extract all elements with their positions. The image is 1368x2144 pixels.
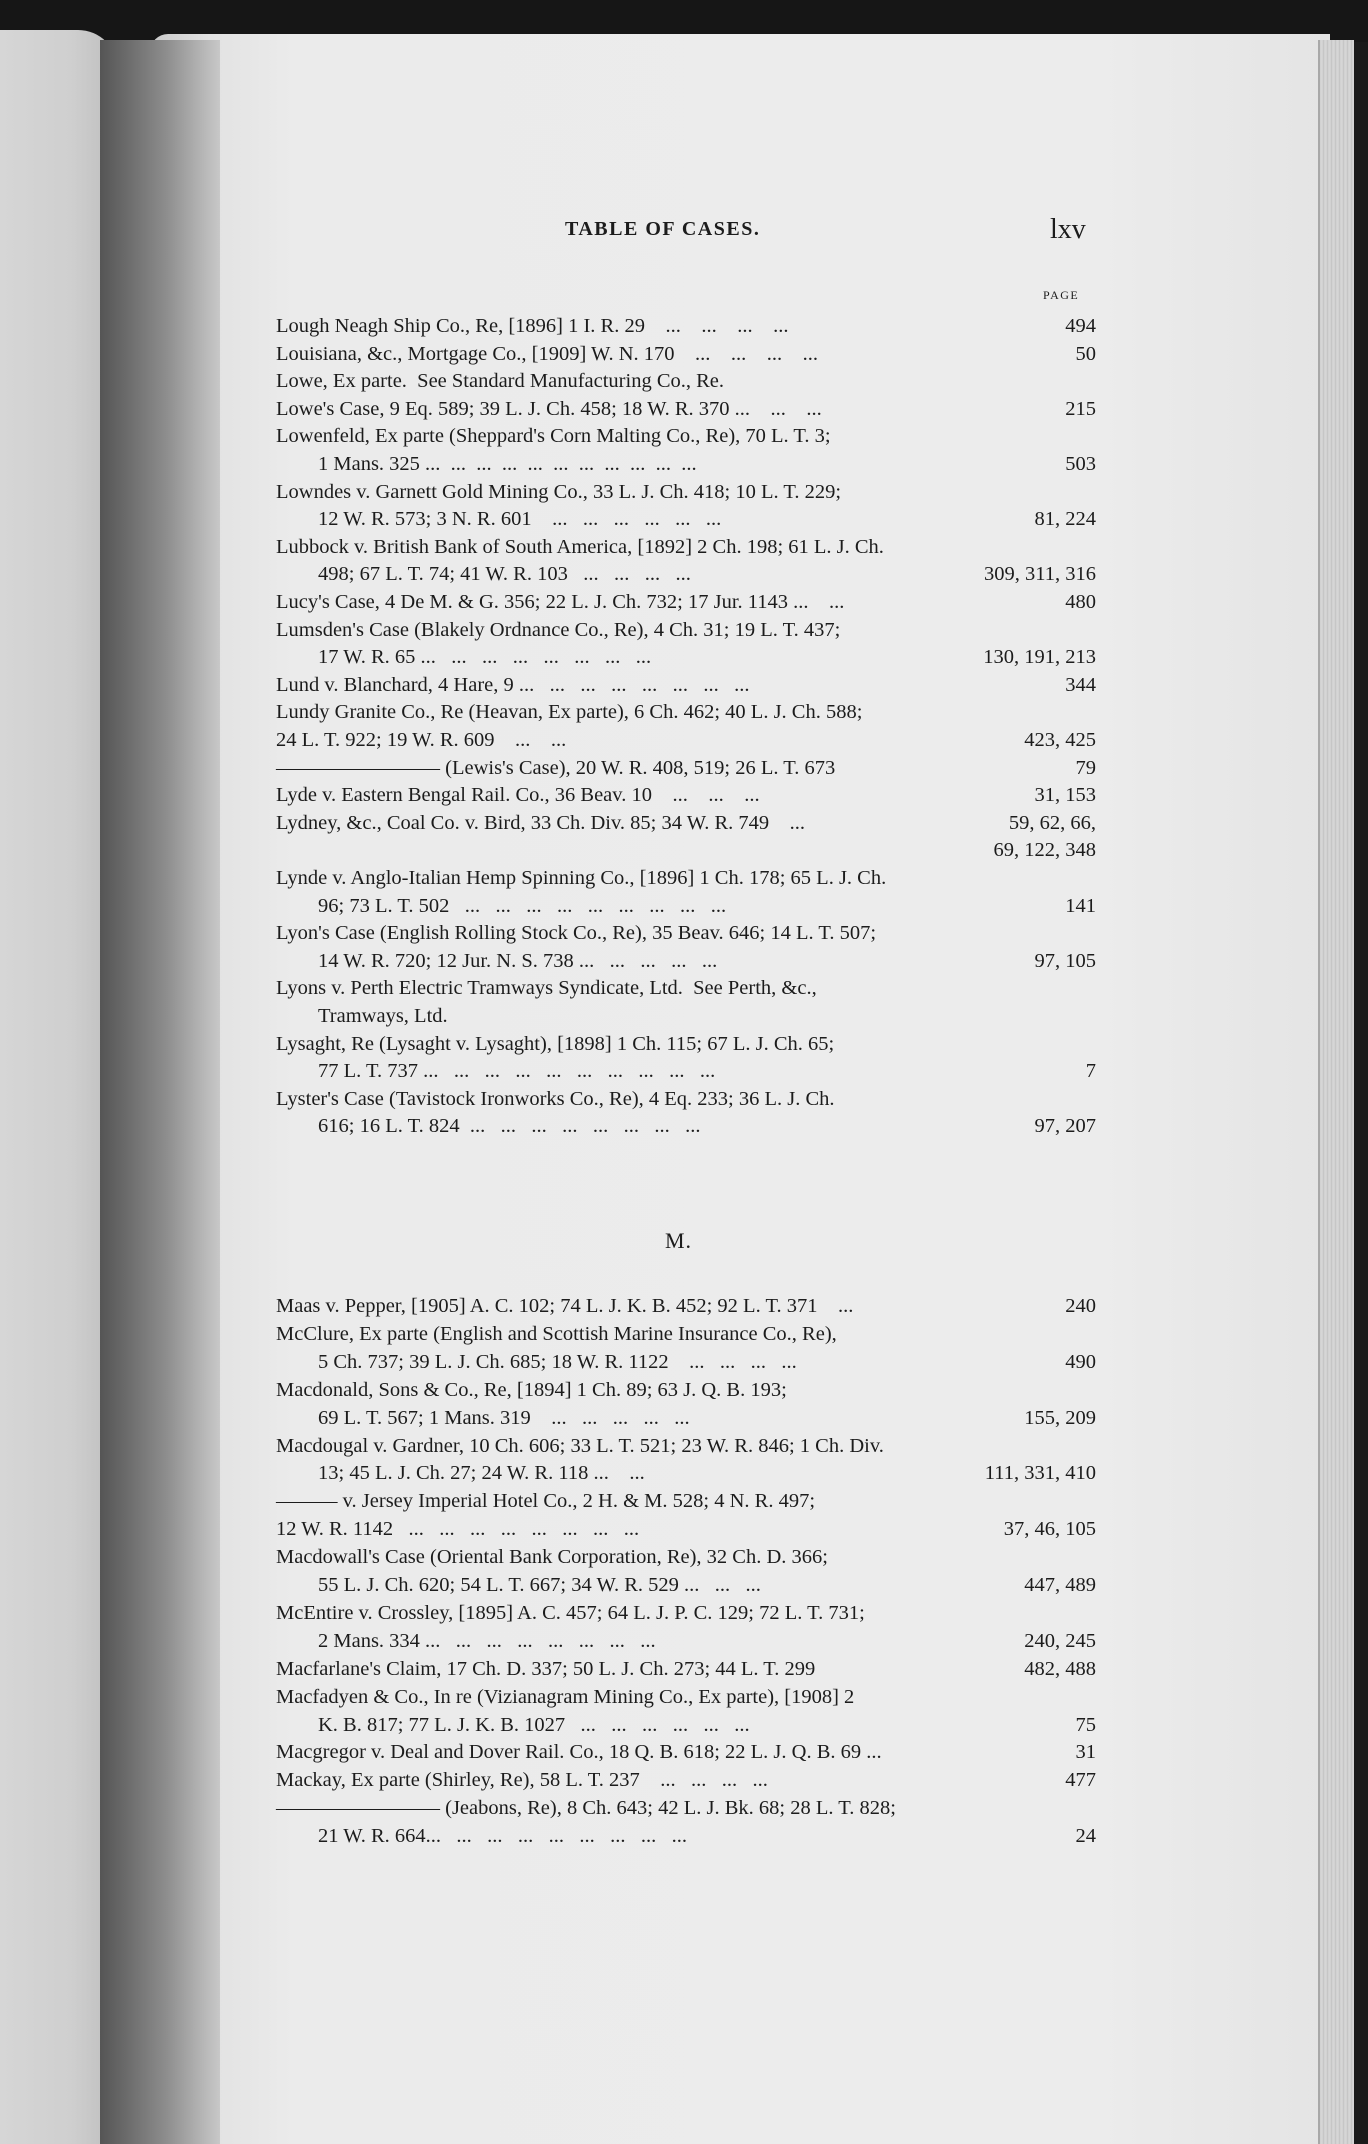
case-page-reference: 31: [1075, 1741, 1096, 1764]
case-entry-line: [276, 974, 1096, 1002]
case-citation-text: Mackay, Ex parte (Shirley, Re), 58 L. T. 237 ... ... ... ...: [276, 1769, 768, 1792]
case-citation-text: Louisiana, &c., Mortgage Co., [1909] W. N. 170 ... ... ... ...: [276, 342, 819, 365]
case-page-reference: 480: [1065, 591, 1096, 613]
case-citation-text: Lubbock v. British Bank of South America, [1892] 2 Ch. 198; 61 L. J. Ch.: [276, 535, 884, 558]
case-citation-text: Macfarlane's Claim, 17 Ch. D. 337; 50 L. J. Ch. 273; 44 L. T. 299: [276, 1657, 816, 1680]
case-citation-text: 77 L. T. 737 ... ... ... ... ... ... ... ... ... ...: [318, 1060, 716, 1083]
case-page-reference: 447, 489: [1024, 1574, 1096, 1596]
case-page-reference: 240: [1065, 1295, 1096, 1317]
case-citation-text: Lyon's Case (English Rolling Stock Co., Re), 35 Beav. 646; 14 L. T. 507;: [276, 922, 877, 945]
case-entry-line: [276, 836, 1096, 864]
case-citation-text: 13; 45 L. J. Ch. 27; 24 W. R. 118 ... ...: [318, 1462, 645, 1485]
page-number: lxv: [1050, 214, 1086, 245]
case-citation-text: ———————— (Lewis's Case), 20 W. R. 408, 519; 26 L. T. 673: [276, 756, 836, 779]
case-entry-line: [276, 1376, 1096, 1404]
case-entry-line: [276, 1655, 1096, 1683]
case-citation-text: Maas v. Pepper, [1905] A. C. 102; 74 L. J. K. B. 452; 92 L. T. 371 ...: [276, 1295, 854, 1317]
case-citation-text: 55 L. J. Ch. 620; 54 L. T. 667; 34 W. R. 529 ... ... ...: [318, 1574, 761, 1596]
case-entry-line: [276, 616, 1096, 644]
case-page-reference: 155, 209: [1024, 1406, 1096, 1429]
case-citation-text: Macdonald, Sons & Co., Re, [1894] 1 Ch. 89; 63 J. Q. B. 193;: [276, 1378, 787, 1401]
case-entry-line: [276, 1002, 1096, 1030]
case-page-reference: 79: [1075, 756, 1096, 779]
case-entry-line: [276, 726, 1096, 754]
case-page-reference: 31, 153: [1034, 784, 1096, 807]
case-citation-text: 69 L. T. 567; 1 Mans. 319 ... ... ... ... ...: [318, 1406, 690, 1429]
case-page-reference: 503: [1065, 453, 1096, 475]
case-citation-text: Lyde v. Eastern Bengal Rail. Co., 36 Beav. 10 ... ... ...: [276, 784, 760, 807]
case-page-reference: 490: [1065, 1350, 1096, 1373]
case-entry-line: [276, 1627, 1096, 1655]
case-citation-text: Macdowall's Case (Oriental Bank Corporation, Re), 32 Ch. D. 366;: [276, 1546, 828, 1569]
case-page-reference: 97, 207: [1034, 1115, 1096, 1138]
case-citation-text: 5 Ch. 737; 39 L. J. Ch. 685; 18 W. R. 1122 ... ... ... ...: [318, 1350, 797, 1373]
case-citation-text: Lyons v. Perth Electric Tramways Syndicate, Ltd. See Perth, &c.,: [276, 977, 817, 1000]
case-citation-text: Lysaght, Re (Lysaght v. Lysaght), [1898] 1 Ch. 115; 67 L. J. Ch. 65;: [276, 1032, 835, 1055]
case-page-reference: 240, 245: [1024, 1629, 1096, 1652]
case-citation-text: Macdougal v. Gardner, 10 Ch. 606; 33 L. T. 521; 23 W. R. 846; 1 Ch. Div.: [276, 1434, 884, 1457]
case-page-reference: 81, 224: [1034, 508, 1096, 531]
case-page-reference: 477: [1065, 1769, 1096, 1792]
case-entry-line: [276, 671, 1096, 699]
case-page-reference: 7: [1085, 1060, 1096, 1083]
case-entry-line: [276, 1030, 1096, 1058]
case-page-reference: 482, 488: [1024, 1657, 1096, 1680]
case-entry-line: [276, 1711, 1096, 1739]
case-citation-text: 14 W. R. 720; 12 Jur. N. S. 738 ... ... ... ... ...: [318, 949, 718, 972]
case-page-reference: 344: [1065, 673, 1096, 696]
case-entry-line: [276, 1543, 1096, 1571]
case-entry-line: [276, 505, 1096, 533]
case-citation-text: Lyster's Case (Tavistock Ironworks Co., Re), 4 Eq. 233; 36 L. J. Ch.: [276, 1087, 835, 1110]
case-citation-text: 96; 73 L. T. 502 ... ... ... ... ... ... ... ... ...: [318, 894, 727, 917]
case-page-reference: 69, 122, 348: [993, 839, 1096, 862]
case-citation-text: 1 Mans. 325 ... ... ... ... ... ... ... ... ... ... ...: [318, 453, 697, 475]
case-citation-text: 24 L. T. 922; 19 W. R. 609 ... ...: [276, 729, 567, 751]
case-entry-line: [276, 864, 1096, 892]
case-citation-text: 17 W. R. 65 ... ... ... ... ... ... ... ...: [318, 646, 652, 669]
case-citation-text: McEntire v. Crossley, [1895] A. C. 457; 64 L. J. P. C. 129; 72 L. T. 731;: [276, 1601, 865, 1624]
case-entry-line: [276, 1057, 1096, 1085]
case-page-reference: 423, 425: [1024, 729, 1096, 751]
case-entry-line: [276, 450, 1096, 478]
case-citation-text: Tramways, Ltd.: [318, 1005, 448, 1027]
case-page-reference: 494: [1065, 315, 1096, 337]
case-entry-line: [276, 1432, 1096, 1460]
case-page-reference: 50: [1075, 342, 1096, 365]
case-page-reference: 309, 311, 316: [984, 563, 1096, 586]
case-entry-line: [276, 643, 1096, 671]
case-entry-line: [276, 1112, 1096, 1140]
case-entry-line: [276, 1515, 1096, 1543]
case-citation-text: Lough Neagh Ship Co., Re, [1896] 1 I. R. 29 ... ... ... ...: [276, 315, 789, 337]
case-citation-text: 616; 16 L. T. 824 ... ... ... ... ... ... ... ...: [318, 1115, 701, 1138]
case-citation-text: 12 W. R. 573; 3 N. R. 601 ... ... ... ... ... ...: [318, 508, 722, 531]
case-page-reference: 141: [1065, 894, 1096, 917]
case-entry-line: [276, 1459, 1096, 1487]
case-entry-line: [276, 1766, 1096, 1794]
case-entry-line: [276, 1487, 1096, 1515]
case-entry-line: [276, 754, 1096, 782]
case-entry-line: [276, 809, 1096, 837]
case-entry-line: [276, 312, 1096, 340]
case-citation-text: 498; 67 L. T. 74; 41 W. R. 103 ... ... ... ...: [318, 563, 691, 586]
case-entry-line: [276, 588, 1096, 616]
case-citation-text: Macgregor v. Deal and Dover Rail. Co., 18 Q. B. 618; 22 L. J. Q. B. 69 ...: [276, 1741, 882, 1764]
case-citation-text: ———————— (Jeabons, Re), 8 Ch. 643; 42 L. J. Bk. 68; 28 L. T. 828;: [276, 1797, 896, 1820]
case-entry-line: [276, 1738, 1096, 1766]
case-citation-text: Lundy Granite Co., Re (Heavan, Ex parte), 6 Ch. 462; 40 L. J. Ch. 588;: [276, 701, 863, 724]
case-entry-line: [276, 1599, 1096, 1627]
case-citation-text: Lowe's Case, 9 Eq. 589; 39 L. J. Ch. 458; 18 W. R. 370 ... ... ...: [276, 397, 822, 420]
case-citation-text: 2 Mans. 334 ... ... ... ... ... ... ... ...: [318, 1629, 656, 1652]
case-citation-text: ——— v. Jersey Imperial Hotel Co., 2 H. & M. 528; 4 N. R. 497;: [276, 1490, 816, 1513]
case-citation-text: 12 W. R. 1142 ... ... ... ... ... ... ... ...: [276, 1518, 640, 1541]
case-entry-line: [276, 533, 1096, 561]
case-entry-line: [276, 1085, 1096, 1113]
case-page-reference: 111, 331, 410: [984, 1462, 1096, 1485]
case-entry-line: [276, 1348, 1096, 1376]
case-citation-text: K. B. 817; 77 L. J. K. B. 1027 ... ... ... ... ... ...: [318, 1713, 750, 1736]
case-citation-text: Lumsden's Case (Blakely Ordnance Co., Re), 4 Ch. 31; 19 L. T. 437;: [276, 618, 841, 641]
case-entry-line: [276, 1822, 1096, 1850]
case-entry-line: [276, 478, 1096, 506]
case-entry-line: [276, 892, 1096, 920]
case-entry-line: [276, 698, 1096, 726]
case-entry-line: [276, 1292, 1096, 1320]
case-citation-text: Lucy's Case, 4 De M. & G. 356; 22 L. J. Ch. 732; 17 Jur. 1143 ... ...: [276, 591, 845, 613]
case-entry-line: [276, 1794, 1096, 1822]
section-letter-m: M.: [665, 1228, 693, 1253]
case-entry-line: [276, 781, 1096, 809]
running-head-title: TABLE OF CASES.: [565, 218, 761, 240]
case-entry-line: [276, 1404, 1096, 1432]
case-citation-text: Lowndes v. Garnett Gold Mining Co., 33 L. J. Ch. 418; 10 L. T. 229;: [276, 480, 842, 503]
case-entry-line: [276, 340, 1096, 368]
case-page-reference: 24: [1075, 1825, 1096, 1848]
case-page-reference: 215: [1065, 397, 1096, 420]
case-citation-text: Macfadyen & Co., In re (Vizianagram Mining Co., Ex parte), [1908] 2: [276, 1685, 855, 1708]
case-entry-line: [276, 947, 1096, 975]
case-page-reference: 59, 62, 66,: [1008, 811, 1096, 834]
case-citation-text: Lydney, &c., Coal Co. v. Bird, 33 Ch. Div. 85; 34 W. R. 749 ...: [276, 811, 806, 834]
case-page-reference: 37, 46, 105: [1003, 1518, 1096, 1541]
case-entry-line: [276, 1683, 1096, 1711]
book-gutter-shadow: [100, 40, 220, 2144]
case-page-reference: 97, 105: [1034, 949, 1096, 972]
case-citation-text: Lowe, Ex parte. See Standard Manufacturing Co., Re.: [276, 370, 725, 393]
case-citation-text: Lund v. Blanchard, 4 Hare, 9 ... ... ... ... ... ... ... ...: [276, 673, 750, 696]
case-entry-line: [276, 395, 1096, 423]
case-page-reference: 130, 191, 213: [983, 646, 1096, 669]
case-page-reference: 75: [1075, 1713, 1096, 1736]
case-entry-line: [276, 422, 1096, 450]
case-citation-text: Lynde v. Anglo-Italian Hemp Spinning Co., [1896] 1 Ch. 178; 65 L. J. Ch.: [276, 867, 887, 889]
case-entry-line: [276, 1571, 1096, 1599]
case-citation-text: 21 W. R. 664... ... ... ... ... ... ... ... ...: [318, 1825, 688, 1848]
case-citation-text: McClure, Ex parte (English and Scottish Marine Insurance Co., Re),: [276, 1322, 837, 1345]
case-citation-text: Lowenfeld, Ex parte (Sheppard's Corn Malting Co., Re), 70 L. T. 3;: [276, 425, 831, 448]
page-stack-edge: [1318, 40, 1354, 2144]
case-entry-line: [276, 919, 1096, 947]
page-column-label: PAGE: [1043, 288, 1080, 302]
case-entry-line: [276, 1320, 1096, 1348]
case-entry-line: [276, 560, 1096, 588]
case-entry-line: [276, 367, 1096, 395]
